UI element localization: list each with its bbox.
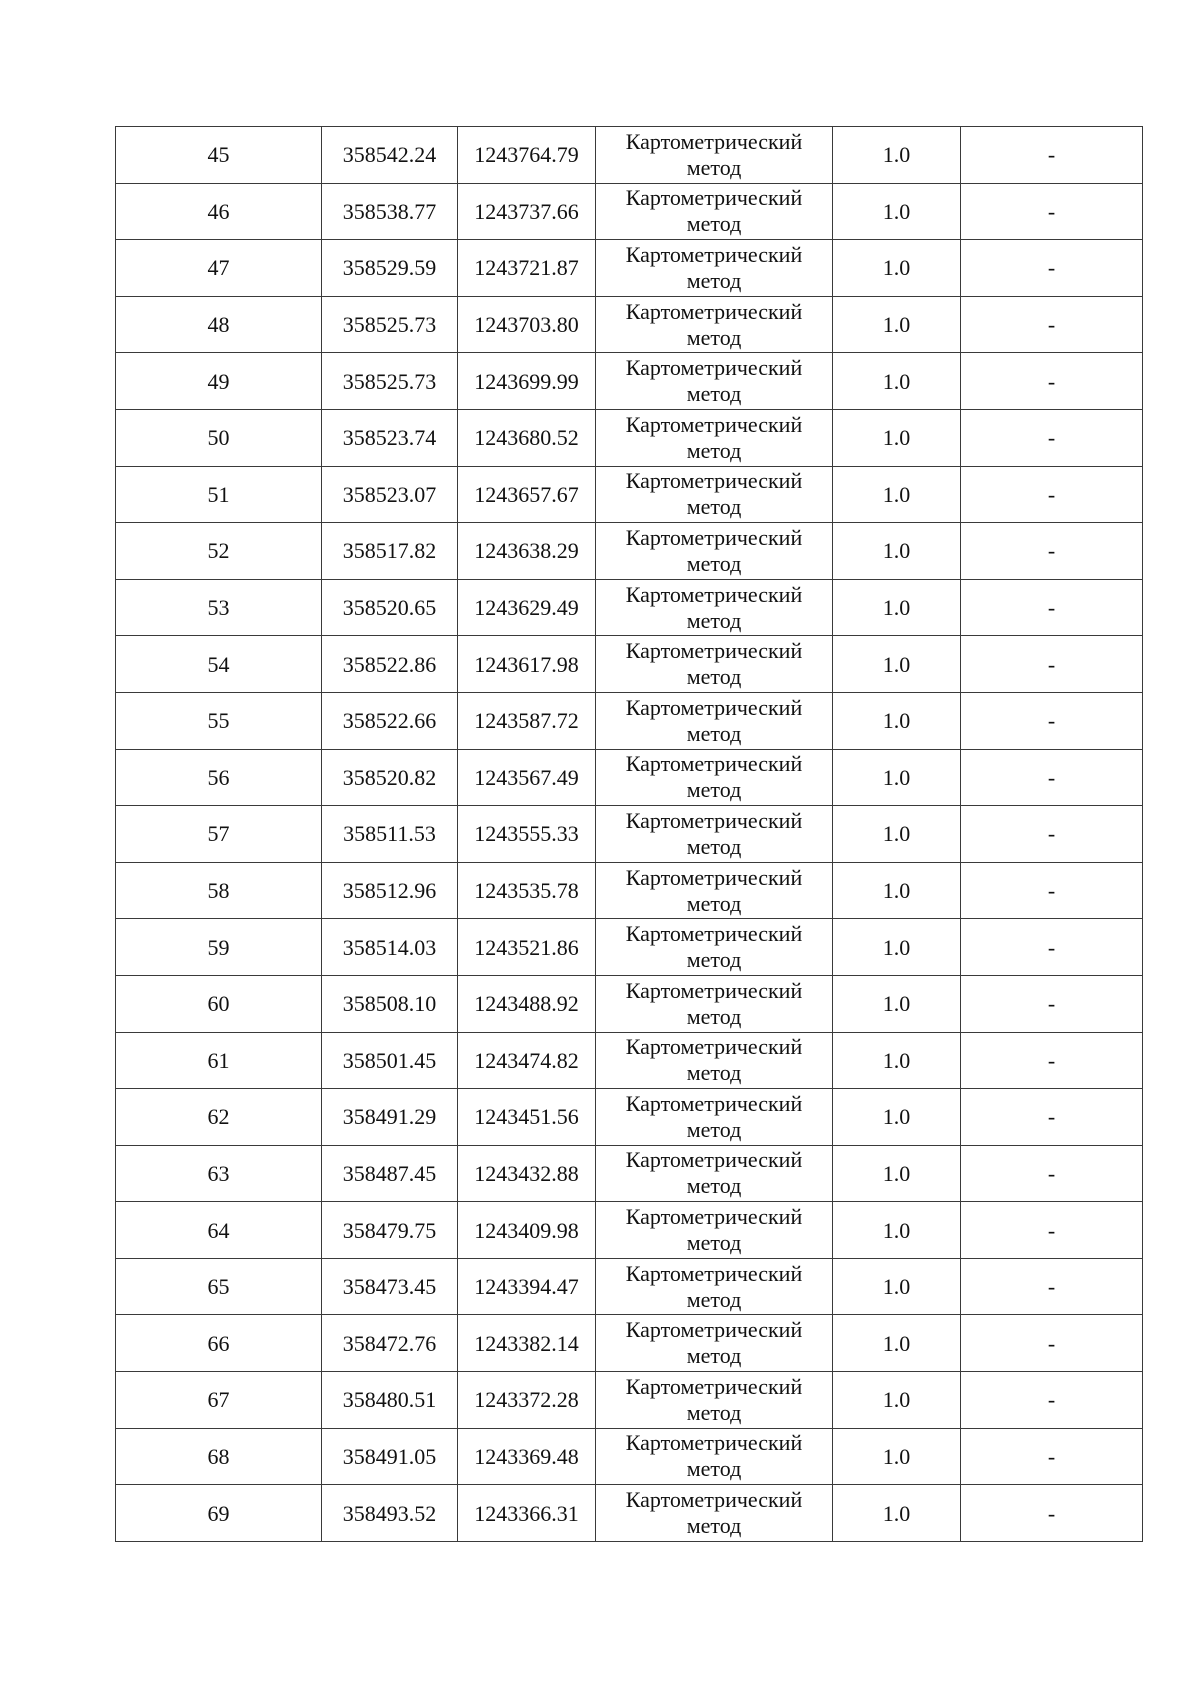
note-cell: - bbox=[961, 1258, 1143, 1315]
table-row bbox=[116, 1202, 1143, 1259]
determination-method-cell bbox=[596, 183, 833, 240]
table-row bbox=[116, 523, 1143, 580]
table-row bbox=[116, 183, 1143, 240]
y-coordinate-cell: 1243638.29 bbox=[458, 523, 596, 580]
x-coordinate-cell: 358511.53 bbox=[322, 806, 458, 863]
determination-method-cell bbox=[596, 127, 833, 184]
point-number-cell: 63 bbox=[116, 1145, 322, 1202]
method-text: Картометрический метод bbox=[625, 128, 803, 180]
y-coordinate-cell: 1243657.67 bbox=[458, 466, 596, 523]
y-coordinate-cell: 1243617.98 bbox=[458, 636, 596, 693]
method-text: Картометрический метод bbox=[625, 185, 803, 237]
y-coordinate-cell: 1243409.98 bbox=[458, 1202, 596, 1259]
table-row bbox=[116, 466, 1143, 523]
method-text: Картометрический метод bbox=[625, 694, 803, 746]
coordinates-table-body bbox=[116, 127, 1143, 1542]
x-coordinate-cell: 358522.86 bbox=[322, 636, 458, 693]
y-coordinate-cell: 1243521.86 bbox=[458, 919, 596, 976]
method-text: Картометрический метод bbox=[625, 864, 803, 916]
method-text: Картометрический метод bbox=[625, 638, 803, 690]
point-number-cell: 50 bbox=[116, 409, 322, 466]
point-number-cell: 57 bbox=[116, 806, 322, 863]
x-coordinate-cell: 358508.10 bbox=[322, 975, 458, 1032]
table-row bbox=[116, 1428, 1143, 1485]
determination-method-cell bbox=[596, 749, 833, 806]
method-text: Картометрический метод bbox=[625, 807, 803, 859]
y-coordinate-cell: 1243451.56 bbox=[458, 1089, 596, 1146]
note-cell: - bbox=[961, 127, 1143, 184]
y-coordinate-cell: 1243488.92 bbox=[458, 975, 596, 1032]
x-coordinate-cell: 358522.66 bbox=[322, 692, 458, 749]
y-coordinate-cell: 1243703.80 bbox=[458, 296, 596, 353]
precision-cell: 1.0 bbox=[833, 183, 961, 240]
y-coordinate-cell: 1243535.78 bbox=[458, 862, 596, 919]
point-number-cell: 45 bbox=[116, 127, 322, 184]
precision-cell: 1.0 bbox=[833, 1372, 961, 1429]
table-row bbox=[116, 806, 1143, 863]
x-coordinate-cell: 358523.74 bbox=[322, 409, 458, 466]
determination-method-cell bbox=[596, 1089, 833, 1146]
y-coordinate-cell: 1243369.48 bbox=[458, 1428, 596, 1485]
precision-cell: 1.0 bbox=[833, 692, 961, 749]
determination-method-cell bbox=[596, 636, 833, 693]
precision-cell: 1.0 bbox=[833, 127, 961, 184]
x-coordinate-cell: 358525.73 bbox=[322, 353, 458, 410]
note-cell: - bbox=[961, 296, 1143, 353]
precision-cell: 1.0 bbox=[833, 862, 961, 919]
y-coordinate-cell: 1243555.33 bbox=[458, 806, 596, 863]
precision-cell: 1.0 bbox=[833, 1145, 961, 1202]
point-number-cell: 49 bbox=[116, 353, 322, 410]
point-number-cell: 56 bbox=[116, 749, 322, 806]
table-row bbox=[116, 1032, 1143, 1089]
precision-cell: 1.0 bbox=[833, 523, 961, 580]
note-cell: - bbox=[961, 240, 1143, 297]
point-number-cell: 54 bbox=[116, 636, 322, 693]
x-coordinate-cell: 358520.65 bbox=[322, 579, 458, 636]
table-row bbox=[116, 409, 1143, 466]
precision-cell: 1.0 bbox=[833, 1315, 961, 1372]
y-coordinate-cell: 1243567.49 bbox=[458, 749, 596, 806]
y-coordinate-cell: 1243366.31 bbox=[458, 1485, 596, 1542]
y-coordinate-cell: 1243372.28 bbox=[458, 1372, 596, 1429]
method-text: Картометрический метод bbox=[625, 1034, 803, 1086]
precision-cell: 1.0 bbox=[833, 409, 961, 466]
precision-cell: 1.0 bbox=[833, 1485, 961, 1542]
point-number-cell: 64 bbox=[116, 1202, 322, 1259]
point-number-cell: 69 bbox=[116, 1485, 322, 1542]
x-coordinate-cell: 358542.24 bbox=[322, 127, 458, 184]
precision-cell: 1.0 bbox=[833, 919, 961, 976]
determination-method-cell bbox=[596, 1145, 833, 1202]
note-cell: - bbox=[961, 749, 1143, 806]
note-cell: - bbox=[961, 692, 1143, 749]
table-row bbox=[116, 127, 1143, 184]
y-coordinate-cell: 1243474.82 bbox=[458, 1032, 596, 1089]
method-text: Картометрический метод bbox=[625, 1430, 803, 1482]
y-coordinate-cell: 1243680.52 bbox=[458, 409, 596, 466]
precision-cell: 1.0 bbox=[833, 466, 961, 523]
table-row bbox=[116, 749, 1143, 806]
point-number-cell: 68 bbox=[116, 1428, 322, 1485]
note-cell: - bbox=[961, 1145, 1143, 1202]
point-number-cell: 58 bbox=[116, 862, 322, 919]
table-row bbox=[116, 1145, 1143, 1202]
point-number-cell: 46 bbox=[116, 183, 322, 240]
note-cell: - bbox=[961, 466, 1143, 523]
point-number-cell: 66 bbox=[116, 1315, 322, 1372]
method-text: Картометрический метод bbox=[625, 468, 803, 520]
determination-method-cell bbox=[596, 353, 833, 410]
x-coordinate-cell: 358538.77 bbox=[322, 183, 458, 240]
table-row bbox=[116, 240, 1143, 297]
point-number-cell: 55 bbox=[116, 692, 322, 749]
method-text: Картометрический метод bbox=[625, 581, 803, 633]
note-cell: - bbox=[961, 353, 1143, 410]
determination-method-cell bbox=[596, 523, 833, 580]
x-coordinate-cell: 358472.76 bbox=[322, 1315, 458, 1372]
note-cell: - bbox=[961, 1202, 1143, 1259]
method-text: Картометрический метод bbox=[625, 1487, 803, 1539]
method-text: Картометрический метод bbox=[625, 1147, 803, 1199]
precision-cell: 1.0 bbox=[833, 1258, 961, 1315]
method-text: Картометрический метод bbox=[625, 1090, 803, 1142]
point-number-cell: 60 bbox=[116, 975, 322, 1032]
determination-method-cell bbox=[596, 862, 833, 919]
table-row bbox=[116, 692, 1143, 749]
table-row bbox=[116, 1485, 1143, 1542]
point-number-cell: 67 bbox=[116, 1372, 322, 1429]
point-number-cell: 51 bbox=[116, 466, 322, 523]
note-cell: - bbox=[961, 636, 1143, 693]
method-text: Картометрический метод bbox=[625, 977, 803, 1029]
x-coordinate-cell: 358487.45 bbox=[322, 1145, 458, 1202]
note-cell: - bbox=[961, 1032, 1143, 1089]
note-cell: - bbox=[961, 806, 1143, 863]
method-text: Картометрический метод bbox=[625, 241, 803, 293]
determination-method-cell bbox=[596, 919, 833, 976]
determination-method-cell bbox=[596, 296, 833, 353]
note-cell: - bbox=[961, 183, 1143, 240]
x-coordinate-cell: 358517.82 bbox=[322, 523, 458, 580]
precision-cell: 1.0 bbox=[833, 579, 961, 636]
note-cell: - bbox=[961, 1428, 1143, 1485]
note-cell: - bbox=[961, 975, 1143, 1032]
note-cell: - bbox=[961, 1485, 1143, 1542]
precision-cell: 1.0 bbox=[833, 636, 961, 693]
precision-cell: 1.0 bbox=[833, 1089, 961, 1146]
method-text: Картометрический метод bbox=[625, 355, 803, 407]
determination-method-cell bbox=[596, 975, 833, 1032]
determination-method-cell bbox=[596, 579, 833, 636]
method-text: Картометрический метод bbox=[625, 411, 803, 463]
y-coordinate-cell: 1243394.47 bbox=[458, 1258, 596, 1315]
table-row bbox=[116, 1315, 1143, 1372]
point-number-cell: 62 bbox=[116, 1089, 322, 1146]
x-coordinate-cell: 358525.73 bbox=[322, 296, 458, 353]
x-coordinate-cell: 358520.82 bbox=[322, 749, 458, 806]
x-coordinate-cell: 358493.52 bbox=[322, 1485, 458, 1542]
x-coordinate-cell: 358480.51 bbox=[322, 1372, 458, 1429]
precision-cell: 1.0 bbox=[833, 1202, 961, 1259]
table-row bbox=[116, 919, 1143, 976]
determination-method-cell bbox=[596, 409, 833, 466]
determination-method-cell bbox=[596, 1032, 833, 1089]
point-number-cell: 65 bbox=[116, 1258, 322, 1315]
precision-cell: 1.0 bbox=[833, 806, 961, 863]
method-text: Картометрический метод bbox=[625, 1260, 803, 1312]
determination-method-cell bbox=[596, 1485, 833, 1542]
point-number-cell: 59 bbox=[116, 919, 322, 976]
y-coordinate-cell: 1243587.72 bbox=[458, 692, 596, 749]
x-coordinate-cell: 358473.45 bbox=[322, 1258, 458, 1315]
table-row bbox=[116, 862, 1143, 919]
y-coordinate-cell: 1243699.99 bbox=[458, 353, 596, 410]
note-cell: - bbox=[961, 1089, 1143, 1146]
table-row bbox=[116, 636, 1143, 693]
x-coordinate-cell: 358501.45 bbox=[322, 1032, 458, 1089]
method-text: Картометрический метод bbox=[625, 1373, 803, 1425]
note-cell: - bbox=[961, 919, 1143, 976]
precision-cell: 1.0 bbox=[833, 296, 961, 353]
x-coordinate-cell: 358514.03 bbox=[322, 919, 458, 976]
y-coordinate-cell: 1243629.49 bbox=[458, 579, 596, 636]
note-cell: - bbox=[961, 1315, 1143, 1372]
x-coordinate-cell: 358479.75 bbox=[322, 1202, 458, 1259]
x-coordinate-cell: 358512.96 bbox=[322, 862, 458, 919]
y-coordinate-cell: 1243721.87 bbox=[458, 240, 596, 297]
note-cell: - bbox=[961, 409, 1143, 466]
note-cell: - bbox=[961, 862, 1143, 919]
x-coordinate-cell: 358491.05 bbox=[322, 1428, 458, 1485]
note-cell: - bbox=[961, 579, 1143, 636]
table-row bbox=[116, 1089, 1143, 1146]
precision-cell: 1.0 bbox=[833, 1428, 961, 1485]
note-cell: - bbox=[961, 1372, 1143, 1429]
determination-method-cell bbox=[596, 1258, 833, 1315]
y-coordinate-cell: 1243737.66 bbox=[458, 183, 596, 240]
y-coordinate-cell: 1243764.79 bbox=[458, 127, 596, 184]
point-number-cell: 48 bbox=[116, 296, 322, 353]
point-number-cell: 52 bbox=[116, 523, 322, 580]
determination-method-cell bbox=[596, 806, 833, 863]
determination-method-cell bbox=[596, 1428, 833, 1485]
x-coordinate-cell: 358523.07 bbox=[322, 466, 458, 523]
precision-cell: 1.0 bbox=[833, 1032, 961, 1089]
table-row bbox=[116, 1258, 1143, 1315]
determination-method-cell bbox=[596, 1315, 833, 1372]
x-coordinate-cell: 358491.29 bbox=[322, 1089, 458, 1146]
point-number-cell: 61 bbox=[116, 1032, 322, 1089]
table-row bbox=[116, 975, 1143, 1032]
precision-cell: 1.0 bbox=[833, 353, 961, 410]
x-coordinate-cell: 358529.59 bbox=[322, 240, 458, 297]
determination-method-cell bbox=[596, 466, 833, 523]
coordinates-table bbox=[115, 126, 1143, 1542]
y-coordinate-cell: 1243432.88 bbox=[458, 1145, 596, 1202]
method-text: Картометрический метод bbox=[625, 1317, 803, 1369]
point-number-cell: 47 bbox=[116, 240, 322, 297]
method-text: Картометрический метод bbox=[625, 1204, 803, 1256]
table-row bbox=[116, 1372, 1143, 1429]
determination-method-cell bbox=[596, 240, 833, 297]
point-number-cell: 53 bbox=[116, 579, 322, 636]
precision-cell: 1.0 bbox=[833, 749, 961, 806]
method-text: Картометрический метод bbox=[625, 921, 803, 973]
determination-method-cell bbox=[596, 1202, 833, 1259]
note-cell: - bbox=[961, 523, 1143, 580]
method-text: Картометрический метод bbox=[625, 298, 803, 350]
table-row bbox=[116, 353, 1143, 410]
method-text: Картометрический метод bbox=[625, 751, 803, 803]
y-coordinate-cell: 1243382.14 bbox=[458, 1315, 596, 1372]
table-row bbox=[116, 296, 1143, 353]
precision-cell: 1.0 bbox=[833, 240, 961, 297]
determination-method-cell bbox=[596, 692, 833, 749]
precision-cell: 1.0 bbox=[833, 975, 961, 1032]
method-text: Картометрический метод bbox=[625, 524, 803, 576]
table-row bbox=[116, 579, 1143, 636]
determination-method-cell bbox=[596, 1372, 833, 1429]
